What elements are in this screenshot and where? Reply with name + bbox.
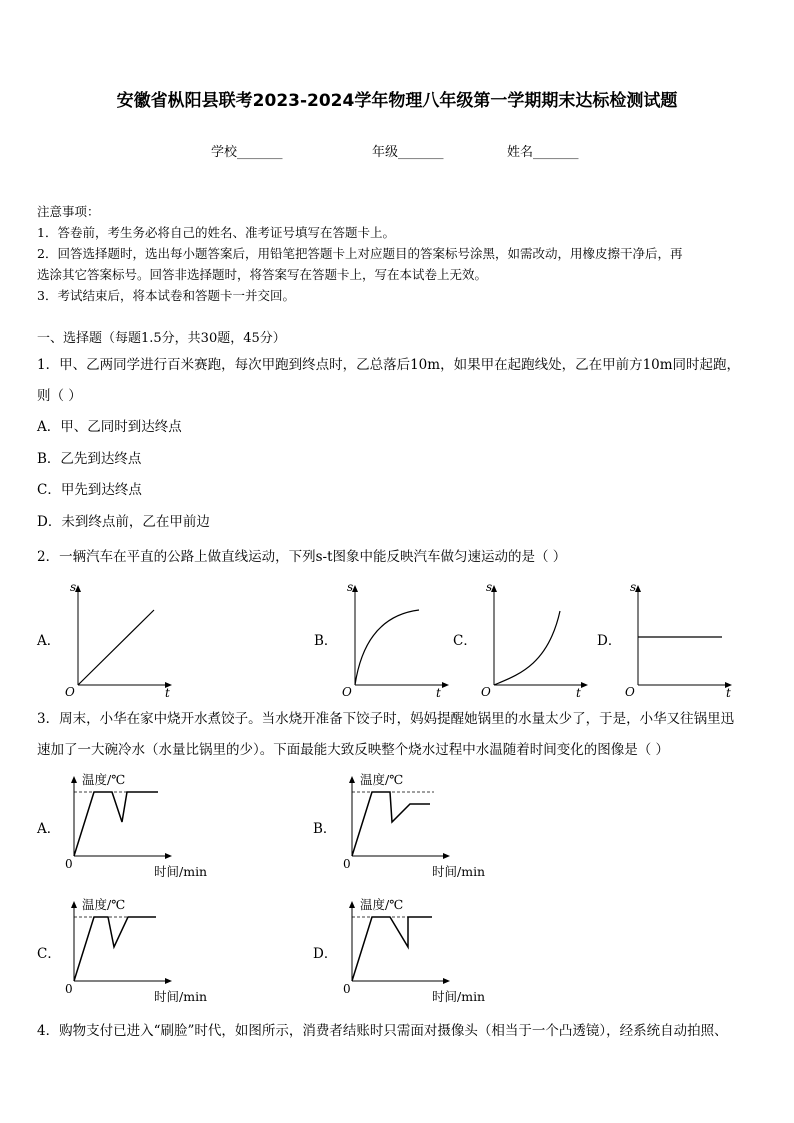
time-axis-arrow	[165, 978, 172, 984]
graph-curve	[352, 792, 430, 856]
q2-label-a: A．	[37, 633, 61, 649]
section-heading: 一、选择题（每题1.5分，共30题，45分）	[37, 331, 286, 346]
graph-curve	[78, 610, 154, 685]
q2-graph-c	[478, 575, 598, 700]
origin-label: O	[342, 685, 352, 699]
x-label: 时间/min	[154, 864, 208, 879]
temp-axis-arrow	[349, 901, 355, 908]
t-axis-arrow	[442, 682, 449, 688]
notice-item-3: 3．考试结束后，将本试卷和答题卡一并交回。	[37, 288, 295, 303]
graph-curve	[352, 917, 432, 981]
q3-graph-a	[60, 768, 220, 883]
q3-stem-line1: 3．周末，小华在家中烧开水煮饺子。当水烧开准备下饺子时，妈妈提醒她锅里的水量太少了，于是，小华又往锅里迅	[37, 711, 735, 727]
q1-stem-line2: 则（ ）	[37, 388, 82, 404]
q3-label-c: C．	[37, 946, 61, 962]
time-axis-arrow	[443, 978, 450, 984]
s-label: s	[70, 580, 77, 594]
origin-label: O	[625, 685, 635, 699]
y-label: 温度/℃	[360, 897, 404, 912]
q3-stem-line2: 速加了一大碗冷水（水量比锅里的少）。下面最能大致反映整个烧水过程中水温随着时间变化的图像是（ ）	[37, 742, 670, 758]
temp-axis-arrow	[349, 776, 355, 783]
page-title: 安徽省枞阳县联考2023-2024学年物理八年级第一学期期末达标检测试题	[116, 91, 678, 111]
x-label: 时间/min	[432, 864, 486, 879]
q2-graph-b	[339, 575, 459, 700]
time-axis-arrow	[165, 853, 172, 859]
q3-graph-c	[60, 893, 220, 1008]
x-label: 时间/min	[432, 989, 486, 1004]
notice-item-2: 2．回答选择题时，选出每小题答案后，用铅笔把答题卡上对应题目的答案标号涂黑，如需改动，用橡皮擦干净后，再	[37, 246, 683, 261]
q3-label-a: A．	[37, 821, 61, 837]
notice-item-1: 1．答卷前，考生务必将自己的姓名、准考证号填写在答题卡上。	[37, 225, 395, 240]
q1-option-a: A．甲、乙同时到达终点	[37, 419, 182, 435]
t-axis-arrow	[581, 682, 588, 688]
y-label: 温度/℃	[82, 897, 126, 912]
origin-label: O	[481, 685, 491, 699]
q2-label-c: C．	[453, 633, 477, 649]
x-label: 时间/min	[154, 989, 208, 1004]
q2-label-b: B．	[314, 633, 338, 649]
graph-curve	[494, 611, 560, 685]
q1-option-b: B．乙先到达终点	[37, 451, 142, 467]
q3-graph-b	[338, 768, 498, 883]
q2-graph-d	[622, 575, 747, 700]
origin-label: O	[65, 685, 75, 699]
s-label: s	[630, 580, 637, 594]
origin-label: 0	[65, 857, 73, 871]
origin-label: 0	[343, 982, 351, 996]
graph-curve	[355, 610, 419, 685]
q3-label-b: B．	[313, 821, 337, 837]
grade-field: 年级_______	[372, 145, 444, 160]
origin-label: 0	[343, 857, 351, 871]
t-label: t	[726, 686, 731, 700]
s-label: s	[486, 580, 493, 594]
t-label: t	[436, 686, 441, 700]
y-label: 温度/℃	[82, 772, 126, 787]
school-field: 学校_______	[211, 145, 283, 160]
q3-graph-d	[338, 893, 498, 1008]
origin-label: 0	[65, 982, 73, 996]
q1-option-c: C．甲先到达终点	[37, 482, 142, 498]
time-axis-arrow	[443, 853, 450, 859]
q2-graph-a	[62, 575, 182, 700]
q2-label-d: D．	[597, 633, 622, 649]
temp-axis-arrow	[71, 901, 77, 908]
temp-axis-arrow	[71, 776, 77, 783]
notice-item-2-cont: 选涂其它答案标号。回答非选择题时，将答案写在答题卡上，写在本试卷上无效。	[37, 267, 488, 282]
y-label: 温度/℃	[360, 772, 404, 787]
q4-stem-line1: 4．购物支付已进入“刷脸”时代，如图所示，消费者结账时只需面对摄像头（相当于一个凸透镜），经系统自动拍照、	[37, 1023, 728, 1039]
q1-stem-line1: 1．甲、乙两同学进行百米赛跑，每次甲跑到终点时，乙总落后10m，如果甲在起跑线处，乙在甲前方10m同时起跑，	[37, 357, 741, 373]
name-field: 姓名_______	[507, 145, 579, 160]
graph-curve	[74, 917, 156, 981]
t-label: t	[576, 686, 581, 700]
s-label: s	[347, 580, 354, 594]
q1-option-d: D．未到终点前，乙在甲前边	[37, 514, 210, 530]
graph-curve	[74, 792, 158, 856]
q3-label-d: D．	[313, 946, 338, 962]
q2-stem: 2．一辆汽车在平直的公路上做直线运动，下列s-t图象中能反映汽车做匀速运动的是（ ）	[37, 549, 567, 565]
notice-heading: 注意事项：	[37, 204, 100, 219]
t-label: t	[165, 686, 170, 700]
